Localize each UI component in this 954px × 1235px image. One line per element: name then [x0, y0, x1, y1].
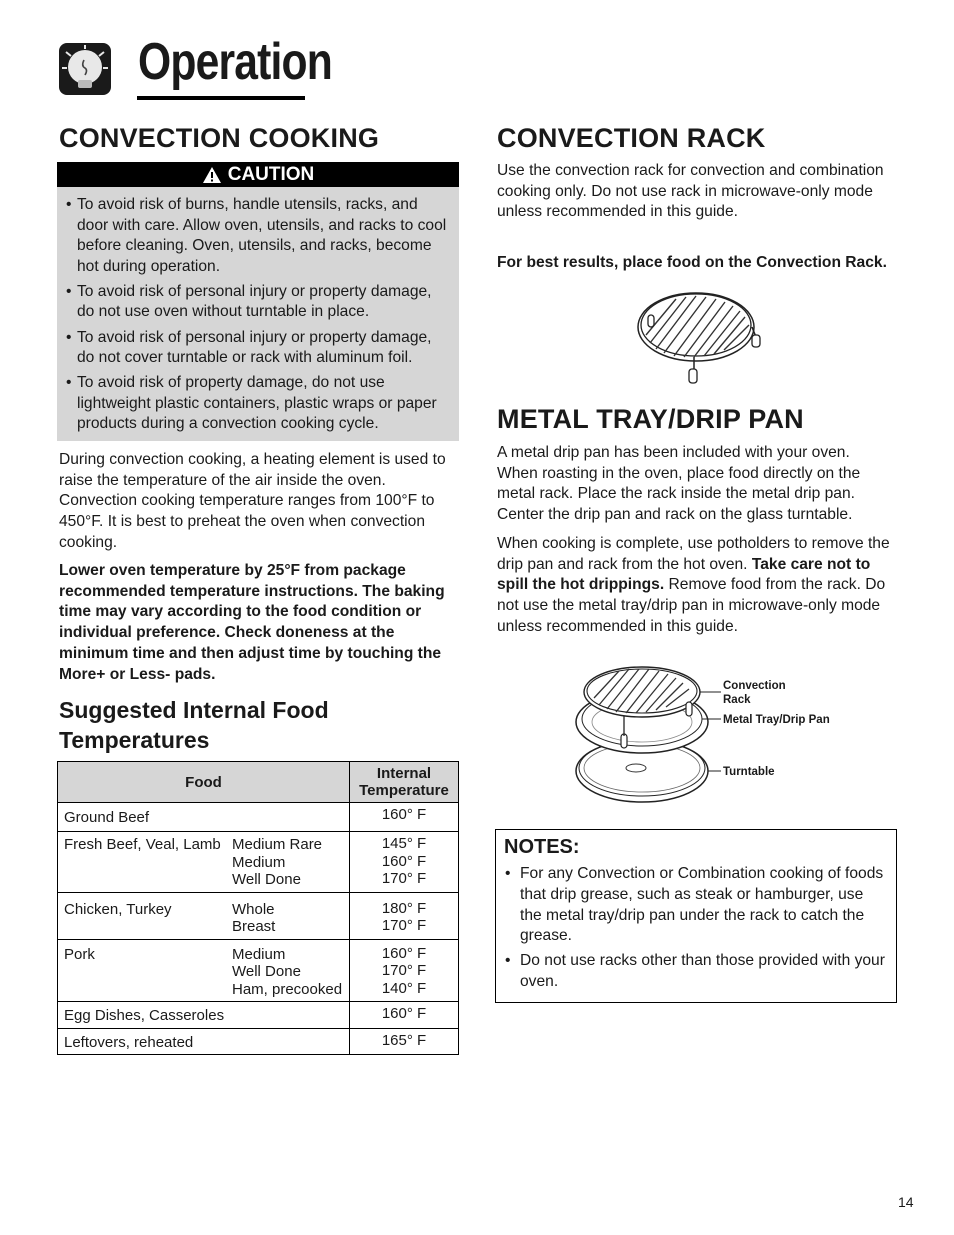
notes-box: [495, 829, 897, 1003]
food-cell: [58, 1002, 350, 1029]
food-name: Fresh Beef, Veal, Lamb: [64, 836, 221, 853]
note-item: • Do not use racks other than those provided with your oven.: [505, 951, 885, 993]
temp-value: 170° F: [381, 917, 427, 934]
food-name: Ground Beef: [64, 809, 150, 826]
convection-cooking-heading: CONVECTION COOKING: [59, 123, 380, 153]
doneness: Ham, precooked: [232, 980, 343, 998]
temp-cell: [350, 939, 459, 1002]
page-number: 14: [898, 1194, 914, 1210]
temp-value: 145° F: [381, 835, 427, 852]
food-cell: [58, 832, 350, 893]
notes-title: NOTES:: [504, 836, 580, 858]
callout-metal-tray: Metal Tray/Drip Pan: [723, 714, 830, 726]
caution-box: [57, 162, 459, 441]
temperatures-heading: Suggested Internal Food Temperatures: [59, 697, 329, 753]
metal-tray-heading: METAL TRAY/DRIP PAN: [497, 404, 804, 434]
table-row: [58, 832, 459, 893]
caution-bar: [57, 162, 459, 187]
temp-value: 160° F: [381, 944, 427, 962]
food-name: Egg Dishes, Casseroles: [64, 1007, 225, 1024]
temp-cell: [350, 1002, 459, 1029]
rack-tray-turntable-illustration: [574, 664, 722, 804]
caution-item: • To avoid risk of burns, handle utensils, racks, and door with care. Allow oven, utensils, and racks to cool before cleaning. Oven, utensils, and racks, become hot during operation.: [66, 195, 451, 277]
temp-value: 170° F: [381, 962, 427, 979]
food-cell: [58, 1028, 350, 1055]
note-item: • For any Convection or Combination cooking of foods that drip grease, such as steak or hamburger, use the metal tray/drip pan under the rack to catch the grease.: [505, 864, 885, 947]
food-name: Leftovers, reheated: [64, 1033, 194, 1051]
caution-item: • To avoid risk of property damage, do not use lightweight plastic containers, plastic wraps or paper products during a convection cooking cycle.: [66, 373, 451, 435]
temp-value: 170° F: [381, 870, 427, 887]
doneness: Whole: [232, 900, 275, 918]
caution-label: CAUTION: [227, 163, 315, 185]
title-underline: [137, 96, 305, 100]
temp-cell: [350, 892, 459, 939]
temp-cell: [350, 832, 459, 893]
doneness: Medium: [232, 853, 286, 871]
table-row: [58, 1002, 459, 1029]
food-name: Pork: [64, 945, 95, 963]
temp-value: 180° F: [381, 899, 427, 917]
temp-cell: [350, 1028, 459, 1055]
temp-value: 160° F: [381, 806, 427, 823]
temp-cell: [350, 803, 459, 832]
temp-value: 140° F: [381, 979, 427, 997]
doneness: Breast: [232, 918, 276, 935]
table-header-row: [58, 762, 459, 803]
col-food-header: Food: [58, 762, 350, 803]
convection-rack-tip: For best results, place food on the Convection Rack.: [497, 254, 887, 271]
caution-item: • To avoid risk of personal injury or property damage, do not cover turntable or rack with aluminum foil.: [66, 328, 451, 369]
table-row: [58, 1028, 459, 1055]
caution-item: • To avoid risk of personal injury or property damage, do not use oven without turntable in place.: [66, 282, 451, 323]
convection-rack-heading: CONVECTION RACK: [497, 123, 766, 153]
convection-rack-text: Use the convection rack for convection and combination cooking only. Do not use rack in microwave-only mode unless recommended in this guide.: [497, 162, 884, 221]
convection-rack-illustration: [632, 285, 766, 387]
temp-value: 165° F: [381, 1031, 427, 1049]
doneness: Medium: [232, 945, 286, 963]
table-row: [58, 939, 459, 1002]
callout-turntable: Turntable: [723, 766, 775, 778]
warning-icon: [202, 166, 222, 184]
doneness: Well Done: [232, 963, 301, 980]
food-cell: [58, 939, 350, 1002]
page-title: Operation: [138, 33, 332, 91]
temperature-table: [57, 761, 459, 1055]
table-row: [58, 803, 459, 832]
convection-intro: During convection cooking, a heating element is used to raise the temperature of the air inside the oven. Convection cooking temperature ranges from 100°F to 450°F. It is best to preheat the oven when convection cooking.: [59, 451, 446, 551]
convection-tip: Lower oven temperature by 25°F from package recommended temperature instructions. The baking time may vary according to the food condition or individual preference. Check doneness at the minimum time and then adjust time by touching the More+ or Less- pads.: [59, 562, 445, 683]
col-temp-header: Internal Temperature: [350, 762, 459, 803]
notes-list: [505, 864, 885, 997]
food-cell: [58, 892, 350, 939]
table-row: [58, 892, 459, 939]
food-cell: [58, 803, 350, 832]
metal-tray-text-2: When cooking is complete, use potholders to remove the drip pan and rack from the hot oven. Take care not to spill the hot drippings. Remove food from the rack. Do not use the metal tray/drip pan in microwave-only mode unless recommended in this guide.: [497, 535, 890, 635]
callout-convection-rack: Convection Rack: [723, 680, 786, 706]
lightbulb-icon: [58, 42, 112, 96]
doneness: Well Done: [232, 871, 301, 888]
caution-list: [57, 187, 459, 435]
doneness: Medium Rare: [232, 836, 323, 853]
temp-value: 160° F: [381, 1005, 427, 1022]
food-name: Chicken, Turkey: [64, 900, 172, 918]
metal-tray-text: A metal drip pan has been included with your oven. When roasting in the oven, place food directly on the metal rack. Place the rack inside the metal drip pan. Center the drip pan and rack on the glass turntable.: [497, 444, 861, 524]
temp-value: 160° F: [381, 852, 427, 870]
